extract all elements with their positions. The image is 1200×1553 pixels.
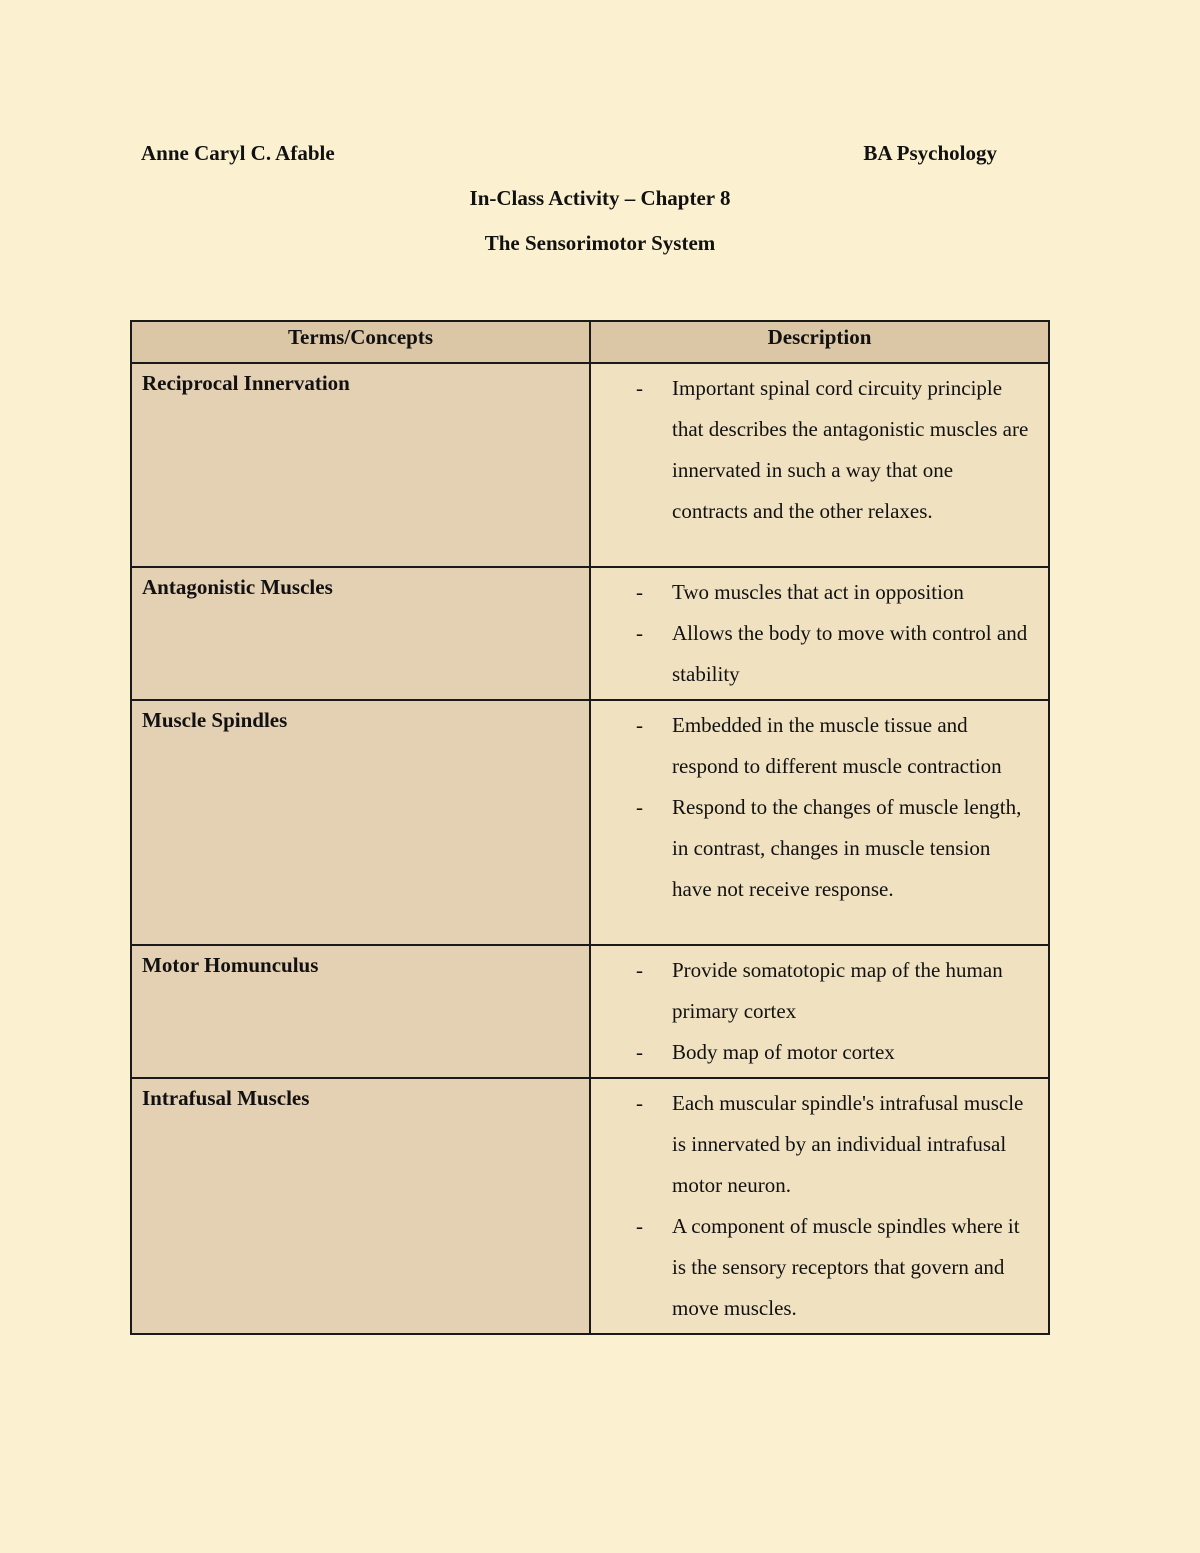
- bullet-dash: -: [636, 1214, 643, 1238]
- description-bullet: [591, 613, 1034, 695]
- description-cell: [590, 700, 1049, 945]
- description-bullet: [591, 950, 1034, 1032]
- description-bullet: [591, 1083, 1034, 1206]
- table-row: [131, 700, 1049, 945]
- bullet-dash: -: [636, 376, 643, 400]
- table-row: [131, 363, 1049, 567]
- table-row: [131, 567, 1049, 700]
- bullet-text: Important spinal cord circuity principle that describes the antagonistic muscles are innervated in such a way that one contracts and the other relaxes.: [672, 376, 1029, 523]
- term-cell: Antagonistic Muscles: [131, 567, 590, 700]
- document-header: [141, 141, 997, 171]
- description-cell: [590, 945, 1049, 1078]
- term-cell: Intrafusal Muscles: [131, 1078, 590, 1334]
- bullet-text: Provide somatotopic map of the human primary cortex: [672, 958, 1003, 1023]
- column-header-description: Description: [590, 321, 1049, 363]
- description-cell: [590, 1078, 1049, 1334]
- bullet-dash: -: [636, 795, 643, 819]
- bullet-text: Respond to the changes of muscle length, in contrast, changes in muscle tension have not receive response.: [672, 795, 1022, 901]
- bullet-dash: -: [636, 621, 643, 645]
- document-title: In-Class Activity – Chapter 8: [469, 186, 731, 210]
- description-bullet: [591, 787, 1034, 910]
- table-row: [131, 945, 1049, 1078]
- bullet-dash: -: [636, 1091, 643, 1115]
- description-bullet: [591, 1206, 1034, 1329]
- bullet-dash: -: [636, 1040, 643, 1064]
- terms-table: [130, 320, 1050, 1335]
- description-bullet: [591, 705, 1034, 787]
- bullet-dash: -: [636, 713, 643, 737]
- description-cell: [590, 567, 1049, 700]
- table-header-row: [131, 321, 1049, 363]
- description-bullet: [591, 368, 1034, 532]
- bullet-dash: -: [636, 580, 643, 604]
- document-subtitle: The Sensorimotor System: [484, 231, 716, 255]
- table-row: [131, 1078, 1049, 1334]
- bullet-dash: -: [636, 958, 643, 982]
- bullet-text: Allows the body to move with control and stability: [672, 621, 1028, 686]
- column-header-terms: Terms/Concepts: [131, 321, 590, 363]
- program-name: BA Psychology: [863, 141, 997, 165]
- bullet-text: Body map of motor cortex: [672, 1040, 895, 1064]
- bullet-text: Two muscles that act in opposition: [672, 580, 964, 604]
- description-bullet: [591, 1032, 1034, 1073]
- author-name: Anne Caryl C. Afable: [141, 141, 335, 165]
- term-cell: Reciprocal Innervation: [131, 363, 590, 567]
- description-bullet: [591, 572, 1034, 613]
- description-cell: [590, 363, 1049, 567]
- bullet-text: Embedded in the muscle tissue and respond to different muscle contraction: [672, 713, 1002, 778]
- term-cell: Muscle Spindles: [131, 700, 590, 945]
- term-cell: Motor Homunculus: [131, 945, 590, 1078]
- bullet-text: Each muscular spindle's intrafusal muscle is innervated by an individual intrafusal motor neuron.: [672, 1091, 1024, 1197]
- bullet-text: A component of muscle spindles where it is the sensory receptors that govern and move muscles.: [672, 1214, 1020, 1320]
